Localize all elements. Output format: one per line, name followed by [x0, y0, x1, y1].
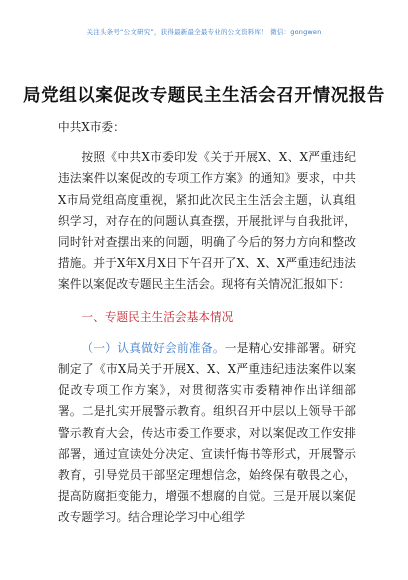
section-heading: 一、专题民主生活会基本情况 — [81, 309, 234, 324]
header-banner: 关注头条号“公文研究”，获得最新最全最专业的公文资料库！ 微信：gongwen — [86, 28, 322, 36]
document-body — [58, 117, 356, 529]
intro-paragraph: 按照《中共X市委印发《关于开展X、X、X严重违纪违法案件以案促改的专项工作方案》的通知》要求，中共X市局党组高度重视，紧扣此次民主生活会主题，认真组织学习，对存在的问题认真查摆，开展批评与自我批评，同时针对查摆出来的问题，明确了今后的努力方向和整改措施。并于X年X月X日下午召开了X、X、X严重违纪违法案件以案促改专题民主生活会。现将有关情况汇报如下： — [58, 150, 356, 292]
subsection-body: 一是精心安排部署。研究制定了《市X局关于开展X、X、X严重违纪违法案件以案促改专项工作方案》，对贯彻落实市委精神作出详细部署。二是扎实开展警示教育。组织召开中层以上领导干部警示教育大会，传达市委工作要求，对以案促改工作安排部署，通过宣读处分决定、宣读忏悔书等形式，开展警示教育，引导党员干部坚定理想信念，始终保有敬畏之心，提高防腐拒变能力，增强不想腐的自觉。三是开展以案促改专题学习。结合理论学习中心组学 — [58, 340, 356, 525]
document-title: 局党组以案促改专题民主生活会召开情况报告 — [23, 86, 385, 106]
subsection-paragraph — [58, 338, 356, 529]
salutation: 中共X市委： — [58, 120, 125, 134]
subsection-heading: （一）认真做好会前准备。 — [81, 340, 225, 355]
